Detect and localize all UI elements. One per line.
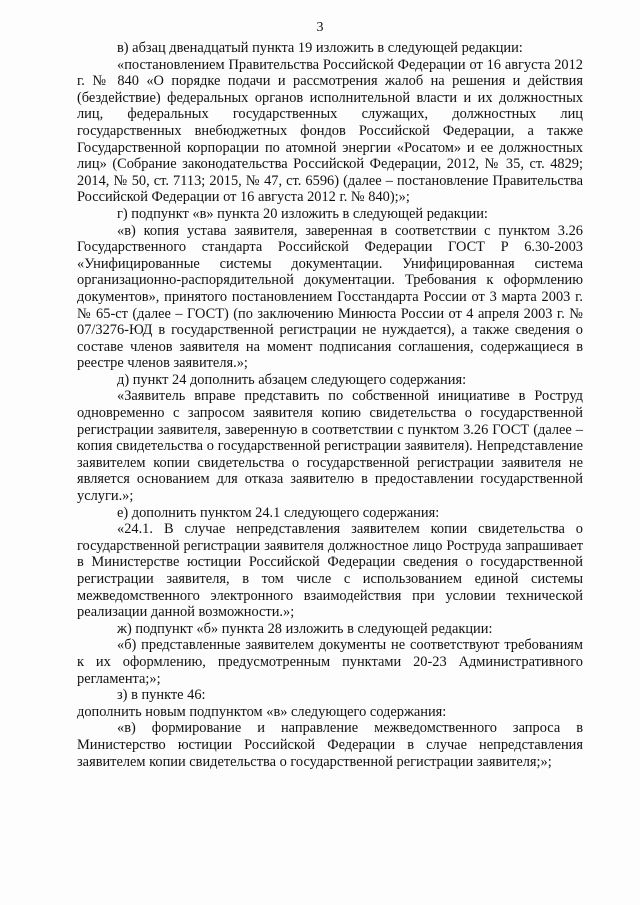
paragraph-charter-copy-text: «в) копия устава заявителя, заверенная в соответствии с пунктом 3.26 Государственного стандарта Российской Федерации ГОСТ Р 6.30-2003 «Унифицированные системы документации. Унифицированная система организационно-распорядительной документации. Требования к оформлению документов», принятого постановлением Госстандарта России от 3 марта 2003 г. № 65-ст (далее – ГОСТ) (по заключению Минюста России от 4 апреля 2003 г. № 07/3276-ЮД в государственной регистрации не нуждается), а также сведения о составе членов заявителя на момент подписания соглашения, содержащиеся в реестре членов заявителя.»; <box>77 222 583 372</box>
paragraph-item-g-intro: г) подпункт «в» пункта 20 изложить в следующей редакции: <box>117 205 488 222</box>
paragraph-item-v-intro: в) абзац двенадцатый пункта 19 изложить в следующей редакции: <box>117 40 523 56</box>
paragraph-new-subitem-intro: дополнить новым подпунктом «в» следующего содержания: <box>77 703 447 720</box>
paragraph-item-d-intro: д) пункт 24 дополнить абзацем следующего содержания: <box>117 371 467 388</box>
paragraph-item-e-intro: е) дополнить пунктом 24.1 следующего содержания: <box>117 504 440 521</box>
paragraph-item-zh-intro: ж) подпункт «б» пункта 28 изложить в следующей редакции: <box>117 620 493 637</box>
paragraph-decree-840-text: «постановлением Правительства Российской Федерации от 16 августа 2012 г. № 840 «О порядке подачи и рассмотрения жалоб на решения и действия (бездействие) федеральных органов исполнительной власти и их должностных лиц, федеральных государственных служащих, должностных лиц государственных внебюджетных фондов Российской Федерации, а также Государственной корпорации по атомной энергии «Росатом» и ее должностных лиц» (Собрание законодательства Российской Федерации, 2012, № 35, ст. 4829; 2014, № 50, ст. 7113; 2015, № 47, ст. 6596) (далее – постановление Правительства Российской Федерации от 16 августа 2012 г. № 840);»; <box>77 56 583 206</box>
paragraph-24-1-text: «24.1. В случае непредставления заявителем копии свидетельства о государственной регистрации заявителя должностное лицо Роструда запрашивает в Министерстве юстиции Российской Федерации сведения о государственной регистрации заявителя, в том числе с использованием единой системы межведомственного электронного взаимодействия при условии технической реализации данной возможности.»; <box>77 521 583 621</box>
paragraph-interagency-request-text: «в) формирование и направление межведомственного запроса в Министерство юстиции Российской Федерации в случае непредставления заявителем копии свидетельства о государственной регистрации заявителя;»; <box>77 720 583 770</box>
document-body <box>77 40 583 770</box>
paragraph-documents-mismatch-text: «б) представленные заявителем документы не соответствуют требованиям к их оформлению, предусмотренным пунктами 20-23 Административного регламента;»; <box>77 637 583 687</box>
paragraph-applicant-right-text: «Заявитель вправе представить по собственной инициативе в Роструд одновременно с запросом заявителя копию свидетельства о государственной регистрации заявителя, заверенную в соответствии с пунктом 3.26 ГОСТ (далее – копия свидетельства о государственной регистрации заявителя). Непредставление заявителем копии свидетельства о государственной регистрации заявителя не является основанием для отказа заявителю в предоставлении государственной услуги.»; <box>77 388 583 505</box>
paragraph-item-z-intro: з) в пункте 46: <box>117 687 206 704</box>
page-number: 3 <box>316 20 324 35</box>
